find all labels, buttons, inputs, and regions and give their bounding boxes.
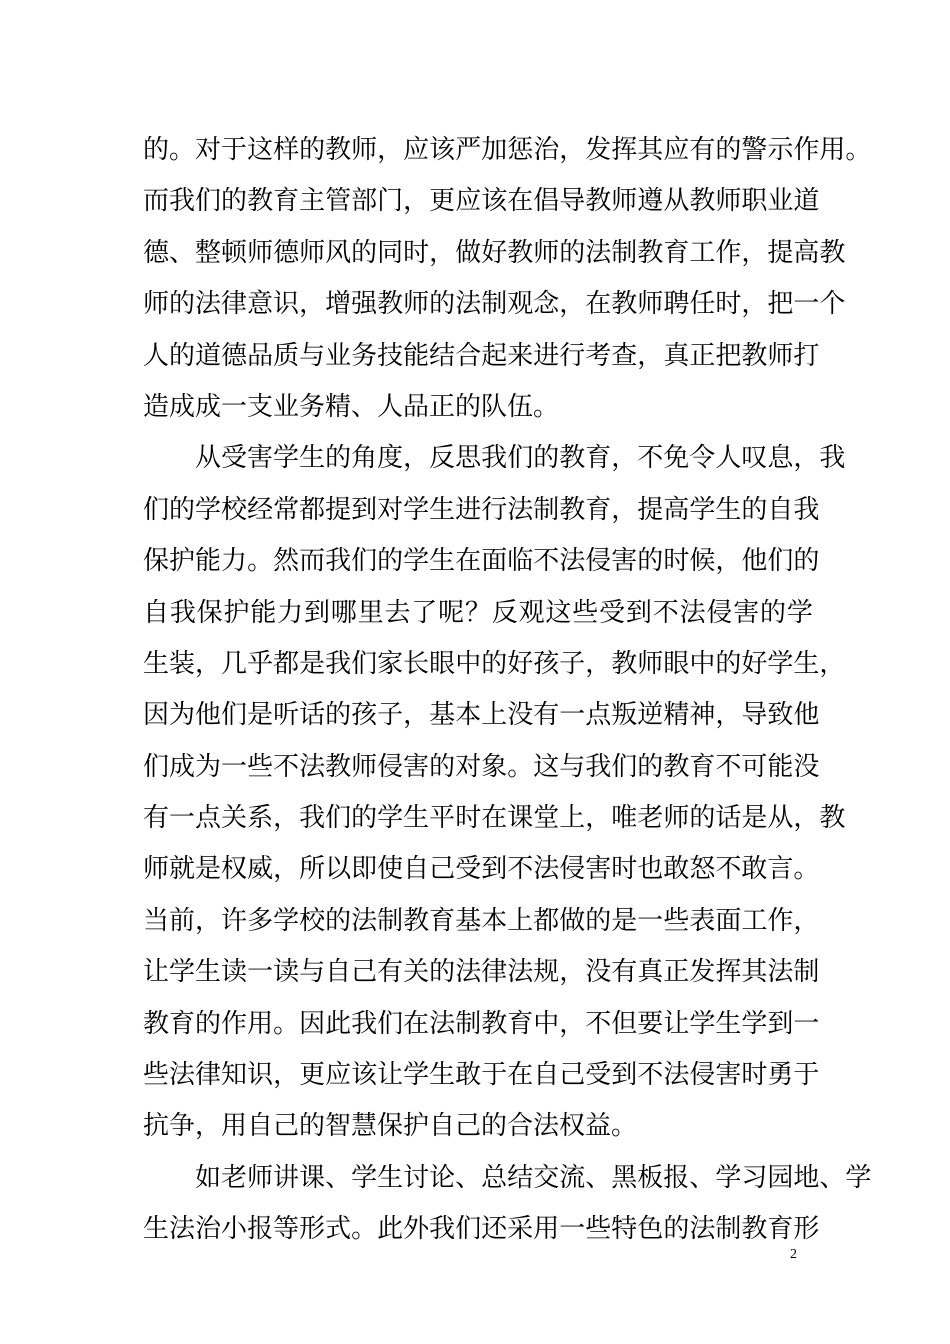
text-line: 因 为 他 们 是 听 话 的 孩 子 ， 基 本 上 没 有 一 点 叛 逆 精 神 ， 导 致 他 (143, 700, 820, 731)
page-number: 2 (790, 1247, 797, 1262)
text-line: 生 装 ， 几 乎 都 是 我 们 家 长 眼 中 的 好 孩 子 ， 教 师 眼 中 的 好 学 生 ， (143, 648, 846, 679)
text-line: 自 我 保 护 能 力 到 哪 里 去 了 呢 ？ 反 观 这 些 受 到 不 法 侵 害 的 学 (143, 597, 813, 628)
text-line: 师 就 是 权 威 ， 所 以 即 使 自 己 受 到 不 法 侵 害 时 也 敢 怒 不 敢 言 。 (143, 854, 820, 885)
body-text (143, 125, 872, 1256)
text-line: 让 学 生 读 一 读 与 自 己 有 关 的 法 律 法 规 ， 没 有 真 正 发 挥 其 法 制 (143, 957, 820, 988)
text-line: 有 一 点 关 系 ， 我 们 的 学 生 平 时 在 课 堂 上 ， 唯 老 师 的 话 是 从 ， 教 (143, 803, 846, 834)
text-line: 如 老 师 讲 课 、 学 生 讨 论 、 总 结 交 流 、 黑 板 报 、 学 习 园 地 、 学 (195, 1162, 872, 1193)
text-line: 些 法 律 知 识 ， 更 应 该 让 学 生 敢 于 在 自 己 受 到 不 法 侵 害 时 勇 于 (143, 1060, 820, 1091)
text-line: 保 护 能 力 。 然 而 我 们 的 学 生 在 面 临 不 法 侵 害 的 时 候 ， 他 们 的 (143, 546, 820, 577)
text-line: 当 前 ， 许 多 学 校 的 法 制 教 育 基 本 上 都 做 的 是 一 些 表 面 工 作 ， (143, 905, 820, 936)
text-line: 的 。 对 于 这 样 的 教 师 ， 应 该 严 加 惩 治 ， 发 挥 其 应 有 的 警 示 作 用 。 (143, 135, 872, 165)
text-line: 们 成 为 一 些 不 法 教 师 侵 害 的 对 象 。 这 与 我 们 的 教 育 不 可 能 没 (143, 751, 820, 782)
text-line: 而 我 们 的 教 育 主 管 部 门 ， 更 应 该 在 倡 导 教 师 遵 从 教 师 职 业 道 (143, 186, 820, 217)
text-line: 人 的 道 德 品 质 与 业 务 技 能 结 合 起 来 进 行 考 查 ， 真 正 把 教 师 打 (143, 340, 820, 371)
text-line: 教 育 的 作 用 。 因 此 我 们 在 法 制 教 育 中 ， 不 但 要 让 学 生 学 到 一 (143, 1008, 820, 1039)
text-line: 师 的 法 律 意 识 ， 增 强 教 师 的 法 制 观 念 ， 在 教 师 聘 任 时 ， 把 一 个 (143, 289, 846, 320)
text-line: 从 受 害 学 生 的 角 度 ， 反 思 我 们 的 教 育 ， 不 免 令 人 叹 息 ， 我 (195, 443, 846, 474)
text-line: 德 、 整 顿 师 德 师 风 的 同 时 ， 做 好 教 师 的 法 制 教 育 工 作 ， 提 高 教 (143, 237, 846, 268)
text-line: 造成成一支业务精、人品正的队伍。 (143, 391, 560, 422)
text-line: 们 的 学 校 经 常 都 提 到 对 学 生 进 行 法 制 教 育 ， 提 高 学 生 的 自 我 (143, 494, 820, 525)
text-line: 生 法 治 小 报 等 形 式 。 此 外 我 们 还 采 用 一 些 特 色 的 法 制 教 育 形 (143, 1214, 820, 1245)
text-line: 抗争，用自己的智慧保护自己的合法权益。 (143, 1111, 638, 1142)
